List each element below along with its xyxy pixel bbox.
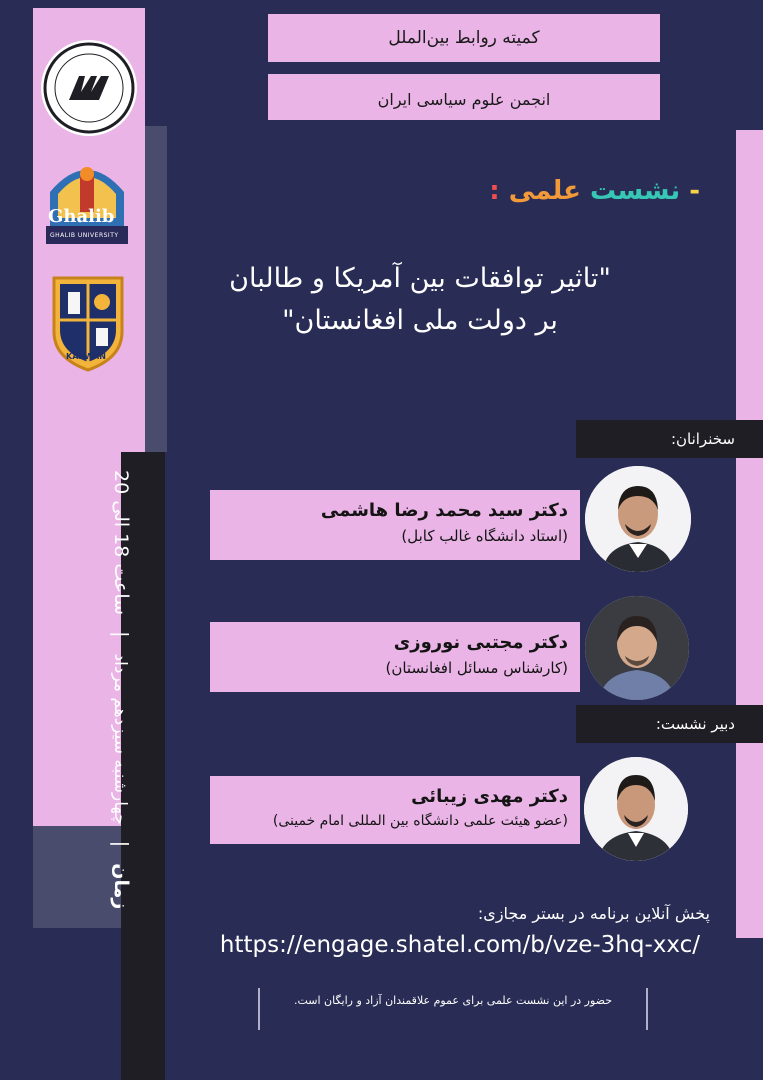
association-header	[268, 74, 660, 120]
speakers-heading: سخنرانان:	[670, 430, 735, 448]
association-logo-icon	[41, 40, 137, 136]
speaker-1-portrait-icon	[585, 466, 691, 572]
session-date: چهارشنبه سیزدهم مرداد	[110, 653, 130, 825]
broadcast-label	[380, 904, 710, 923]
time-separator-2: |	[110, 631, 132, 638]
session-label	[440, 176, 700, 206]
speaker-1-photo	[585, 466, 691, 572]
broadcast-link[interactable]	[180, 932, 700, 958]
right-pink-strip	[736, 130, 763, 938]
session-label-word1: نشست	[589, 176, 681, 206]
session-hour: ساعت 18 الی 20	[110, 470, 132, 616]
footer-divider-left	[258, 988, 260, 1030]
moderator-heading: دبیر نشست:	[655, 715, 735, 733]
moderator-heading-bar	[576, 705, 763, 743]
committee-header	[268, 14, 660, 62]
time-separator: |	[110, 840, 132, 848]
session-title-line2: بر دولت ملی افغانستان"	[282, 305, 558, 336]
ghalib-logo	[42, 152, 132, 248]
association-logo	[41, 40, 137, 136]
speaker-2-name: دکتر مجتبی نوروزی	[393, 632, 568, 653]
karwan-logo-text: KARWAN	[66, 352, 106, 361]
moderator-portrait-icon	[584, 757, 688, 861]
speakers-heading-bar	[576, 420, 763, 458]
speaker-2-role: (کارشناس مسائل افغانستان)	[385, 659, 568, 677]
speaker-1-role: (استاد دانشگاه غالب کابل)	[401, 527, 568, 545]
footer-note-text: حضور در این نشست علمی برای عموم علاقمندان آزاد و رایگان است.	[293, 994, 613, 1007]
speaker-1-name: دکتر سید محمد رضا هاشمی	[320, 500, 568, 521]
speaker-card-2	[210, 622, 580, 692]
ghalib-logo-subtext: GHALIB UNIVERSITY	[50, 232, 119, 239]
moderator-card	[210, 776, 580, 844]
ghalib-logo-text: Ghalib	[48, 206, 115, 227]
speaker-card-1	[210, 490, 580, 560]
speaker-2-photo	[585, 596, 689, 700]
broadcast-label-text: پخش آنلاین برنامه در بستر مجازی:	[477, 904, 710, 923]
session-title-line1: "تاثیر توافقات بین آمریکا و طالبان	[229, 263, 611, 294]
session-label-colon: :	[489, 176, 500, 206]
karwan-logo	[48, 272, 128, 372]
broadcast-url[interactable]: https://engage.shatel.com/b/vze-3hq-xxc/	[219, 932, 700, 958]
moderator-role: (عضو هیئت علمی دانشگاه بین المللی امام خمینی)	[272, 813, 568, 829]
session-label-word2: علمی	[508, 176, 581, 206]
association-title: انجمن علوم سیاسی ایران	[377, 90, 551, 109]
moderator-photo	[584, 757, 688, 861]
moderator-name: دکتر مهدی زیبائی	[411, 786, 568, 807]
footer-note	[262, 994, 644, 1007]
session-title	[200, 258, 640, 342]
session-label-dash: -	[689, 176, 700, 206]
speaker-2-portrait-icon	[585, 596, 689, 700]
time-label: زمان	[110, 863, 132, 910]
footer-divider-right	[646, 988, 648, 1030]
time-panel-text	[98, 470, 143, 1030]
left-gray-block-top	[145, 126, 167, 452]
committee-title: کمیته روابط بین‌الملل	[388, 28, 540, 48]
